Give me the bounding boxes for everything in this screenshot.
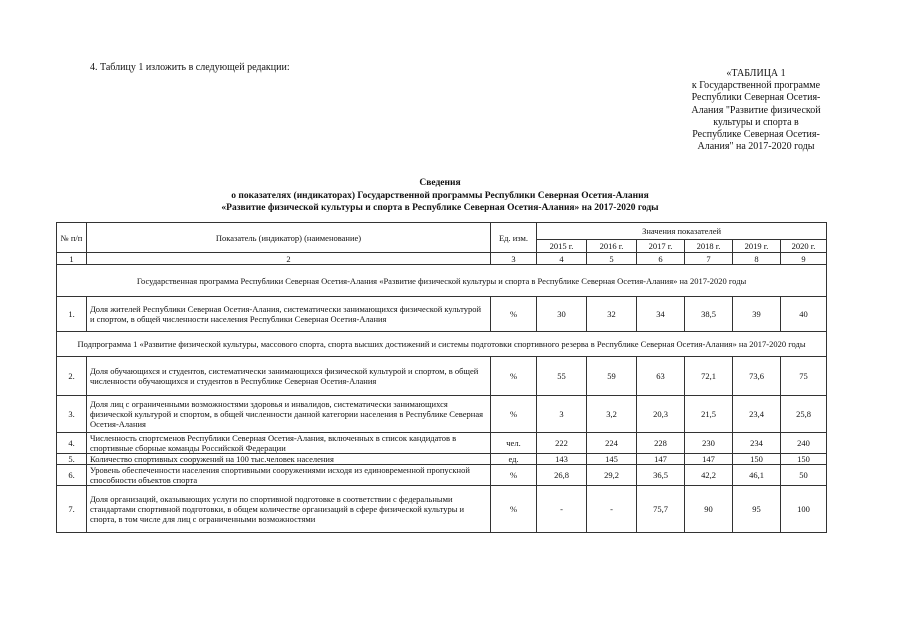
table-row [57, 465, 827, 486]
row-value: 59 [587, 357, 637, 396]
row-num: 4. [57, 433, 87, 454]
row-value: 230 [685, 433, 733, 454]
row-value: 40 [781, 297, 827, 332]
row-value: 75,7 [637, 486, 685, 533]
row-value: 39 [733, 297, 781, 332]
table-row [57, 433, 827, 454]
header-year: 2017 г. [637, 240, 685, 253]
caption-line: Республики Северная Осетия- [691, 92, 821, 104]
column-number: 1 [57, 253, 87, 265]
header-name: Показатель (индикатор) (наименование) [87, 223, 491, 253]
row-num: 7. [57, 486, 87, 533]
caption-line: культуры и спорта в [713, 116, 799, 128]
row-value: 34 [637, 297, 685, 332]
row-unit: % [491, 297, 537, 332]
row-num: 2. [57, 357, 87, 396]
row-value: 26,8 [537, 465, 587, 486]
caption-line: к Государственной программе [691, 80, 821, 92]
row-value: 222 [537, 433, 587, 454]
header-unit: Ед. изм. [491, 223, 537, 253]
row-value: 32 [587, 297, 637, 332]
intro-line: 4. Таблицу 1 изложить в следующей редакции: [90, 62, 290, 73]
header-num: № п/п [57, 223, 87, 253]
row-indicator-name: Доля лиц с ограниченными возможностями здоровья и инвалидов, систематически занимающихся физической культурой и спортом, в общей численности данной категории населения в Республике Северная Осетия-Алания [87, 396, 491, 433]
row-indicator-name: Доля обучающихся и студентов, систематически занимающихся физической культурой и спортом, в общей численности обучающихся и студентов в Республике Северная Осетия-Алания [87, 357, 491, 396]
row-value: 3,2 [587, 396, 637, 433]
row-value: 240 [781, 433, 827, 454]
column-number: 9 [781, 253, 827, 265]
column-number: 4 [537, 253, 587, 265]
subprogram-title-row [57, 332, 827, 357]
column-number: 7 [685, 253, 733, 265]
row-value: 36,5 [637, 465, 685, 486]
column-numbers-row [57, 253, 827, 265]
heading-line-3: «Развитие физической культуры и спорта в Республике Северная Осетия-Алания» на 2017-2020 годы [221, 203, 659, 213]
table-row [57, 486, 827, 533]
row-unit: ед. [491, 454, 537, 465]
row-value: 3 [537, 396, 587, 433]
row-indicator-name: Количество спортивных сооружений на 100 тыс.человек населения [87, 454, 491, 465]
row-num: 6. [57, 465, 87, 486]
row-value: 147 [637, 454, 685, 465]
column-number: 2 [87, 253, 491, 265]
row-value: 20,3 [637, 396, 685, 433]
row-value: 73,6 [733, 357, 781, 396]
row-value: 147 [685, 454, 733, 465]
row-num: 1. [57, 297, 87, 332]
header-year: 2016 г. [587, 240, 637, 253]
row-value: 25,8 [781, 396, 827, 433]
header-year: 2015 г. [537, 240, 587, 253]
row-value: - [587, 486, 637, 533]
row-indicator-name: Доля жителей Республики Северная Осетия-Алания, систематически занимающихся физической культурой и спортом, в общей численности населения Республики Северная Осетия-Алания [87, 297, 491, 332]
program-title: Государственная программа Республики Северная Осетия-Алания «Развитие физической культуры и спорта в Республике Северная Осетия-Алания» на 2017-2020 годы [57, 265, 827, 297]
row-indicator-name: Доля организаций, оказывающих услуги по спортивной подготовке в соответствии с федеральными стандартами спортивной подготовки, в общем количестве организаций в сфере физической культуры и спорта, в том числе для лиц с ограниченными возможностями [87, 486, 491, 533]
row-num: 3. [57, 396, 87, 433]
header-year: 2020 г. [781, 240, 827, 253]
row-value: - [537, 486, 587, 533]
caption-line: Республике Северная Осетия- [692, 129, 820, 141]
caption-line: Алания" на 2017-2020 годы [697, 141, 815, 153]
row-value: 143 [537, 454, 587, 465]
column-number: 5 [587, 253, 637, 265]
header-row [57, 223, 827, 240]
program-title-row [57, 265, 827, 297]
caption-line: Алания "Развитие физической [691, 104, 821, 116]
column-number: 3 [491, 253, 537, 265]
row-value: 150 [781, 454, 827, 465]
row-value: 29,2 [587, 465, 637, 486]
column-number: 6 [637, 253, 685, 265]
row-value: 50 [781, 465, 827, 486]
row-value: 150 [733, 454, 781, 465]
document-heading [60, 177, 820, 215]
row-value: 46,1 [733, 465, 781, 486]
indicators-table [56, 222, 827, 533]
table-row [57, 454, 827, 465]
header-year: 2019 г. [733, 240, 781, 253]
heading-line-2: о показателях (индикаторах) Государственной программы Республики Северная Осетия-Алания [231, 190, 649, 201]
heading-line-1: Сведения [419, 178, 461, 188]
row-value: 38,5 [685, 297, 733, 332]
row-value: 55 [537, 357, 587, 396]
table-row [57, 396, 827, 433]
table-row [57, 297, 827, 332]
row-value: 228 [637, 433, 685, 454]
row-num: 5. [57, 454, 87, 465]
row-value: 21,5 [685, 396, 733, 433]
row-value: 30 [537, 297, 587, 332]
row-value: 75 [781, 357, 827, 396]
row-value: 95 [733, 486, 781, 533]
row-value: 100 [781, 486, 827, 533]
row-unit: чел. [491, 433, 537, 454]
row-value: 234 [733, 433, 781, 454]
row-indicator-name: Численность спортсменов Республики Северная Осетия-Алания, включенных в список кандидатов в спортивные сборные команды Российской Федерации [87, 433, 491, 454]
table-caption [668, 68, 844, 153]
caption-line: «ТАБЛИЦА 1 [726, 68, 786, 79]
row-unit: % [491, 396, 537, 433]
row-value: 23,4 [733, 396, 781, 433]
row-value: 63 [637, 357, 685, 396]
header-year: 2018 г. [685, 240, 733, 253]
row-value: 145 [587, 454, 637, 465]
row-value: 90 [685, 486, 733, 533]
row-value: 42,2 [685, 465, 733, 486]
row-indicator-name: Уровень обеспеченности населения спортивными сооружениями исходя из единовременной пропускной способности объектов спорта [87, 465, 491, 486]
subprogram-title: Подпрограмма 1 «Развитие физической культуры, массового спорта, спорта высших достижений и системы подготовки спортивного резерва в Республике Северная Осетия-Алания» на 2017-2020 годы [57, 332, 827, 357]
row-unit: % [491, 465, 537, 486]
header-values-group: Значения показателей [537, 223, 827, 240]
row-value: 224 [587, 433, 637, 454]
row-unit: % [491, 357, 537, 396]
table-row [57, 357, 827, 396]
column-number: 8 [733, 253, 781, 265]
row-value: 72,1 [685, 357, 733, 396]
row-unit: % [491, 486, 537, 533]
